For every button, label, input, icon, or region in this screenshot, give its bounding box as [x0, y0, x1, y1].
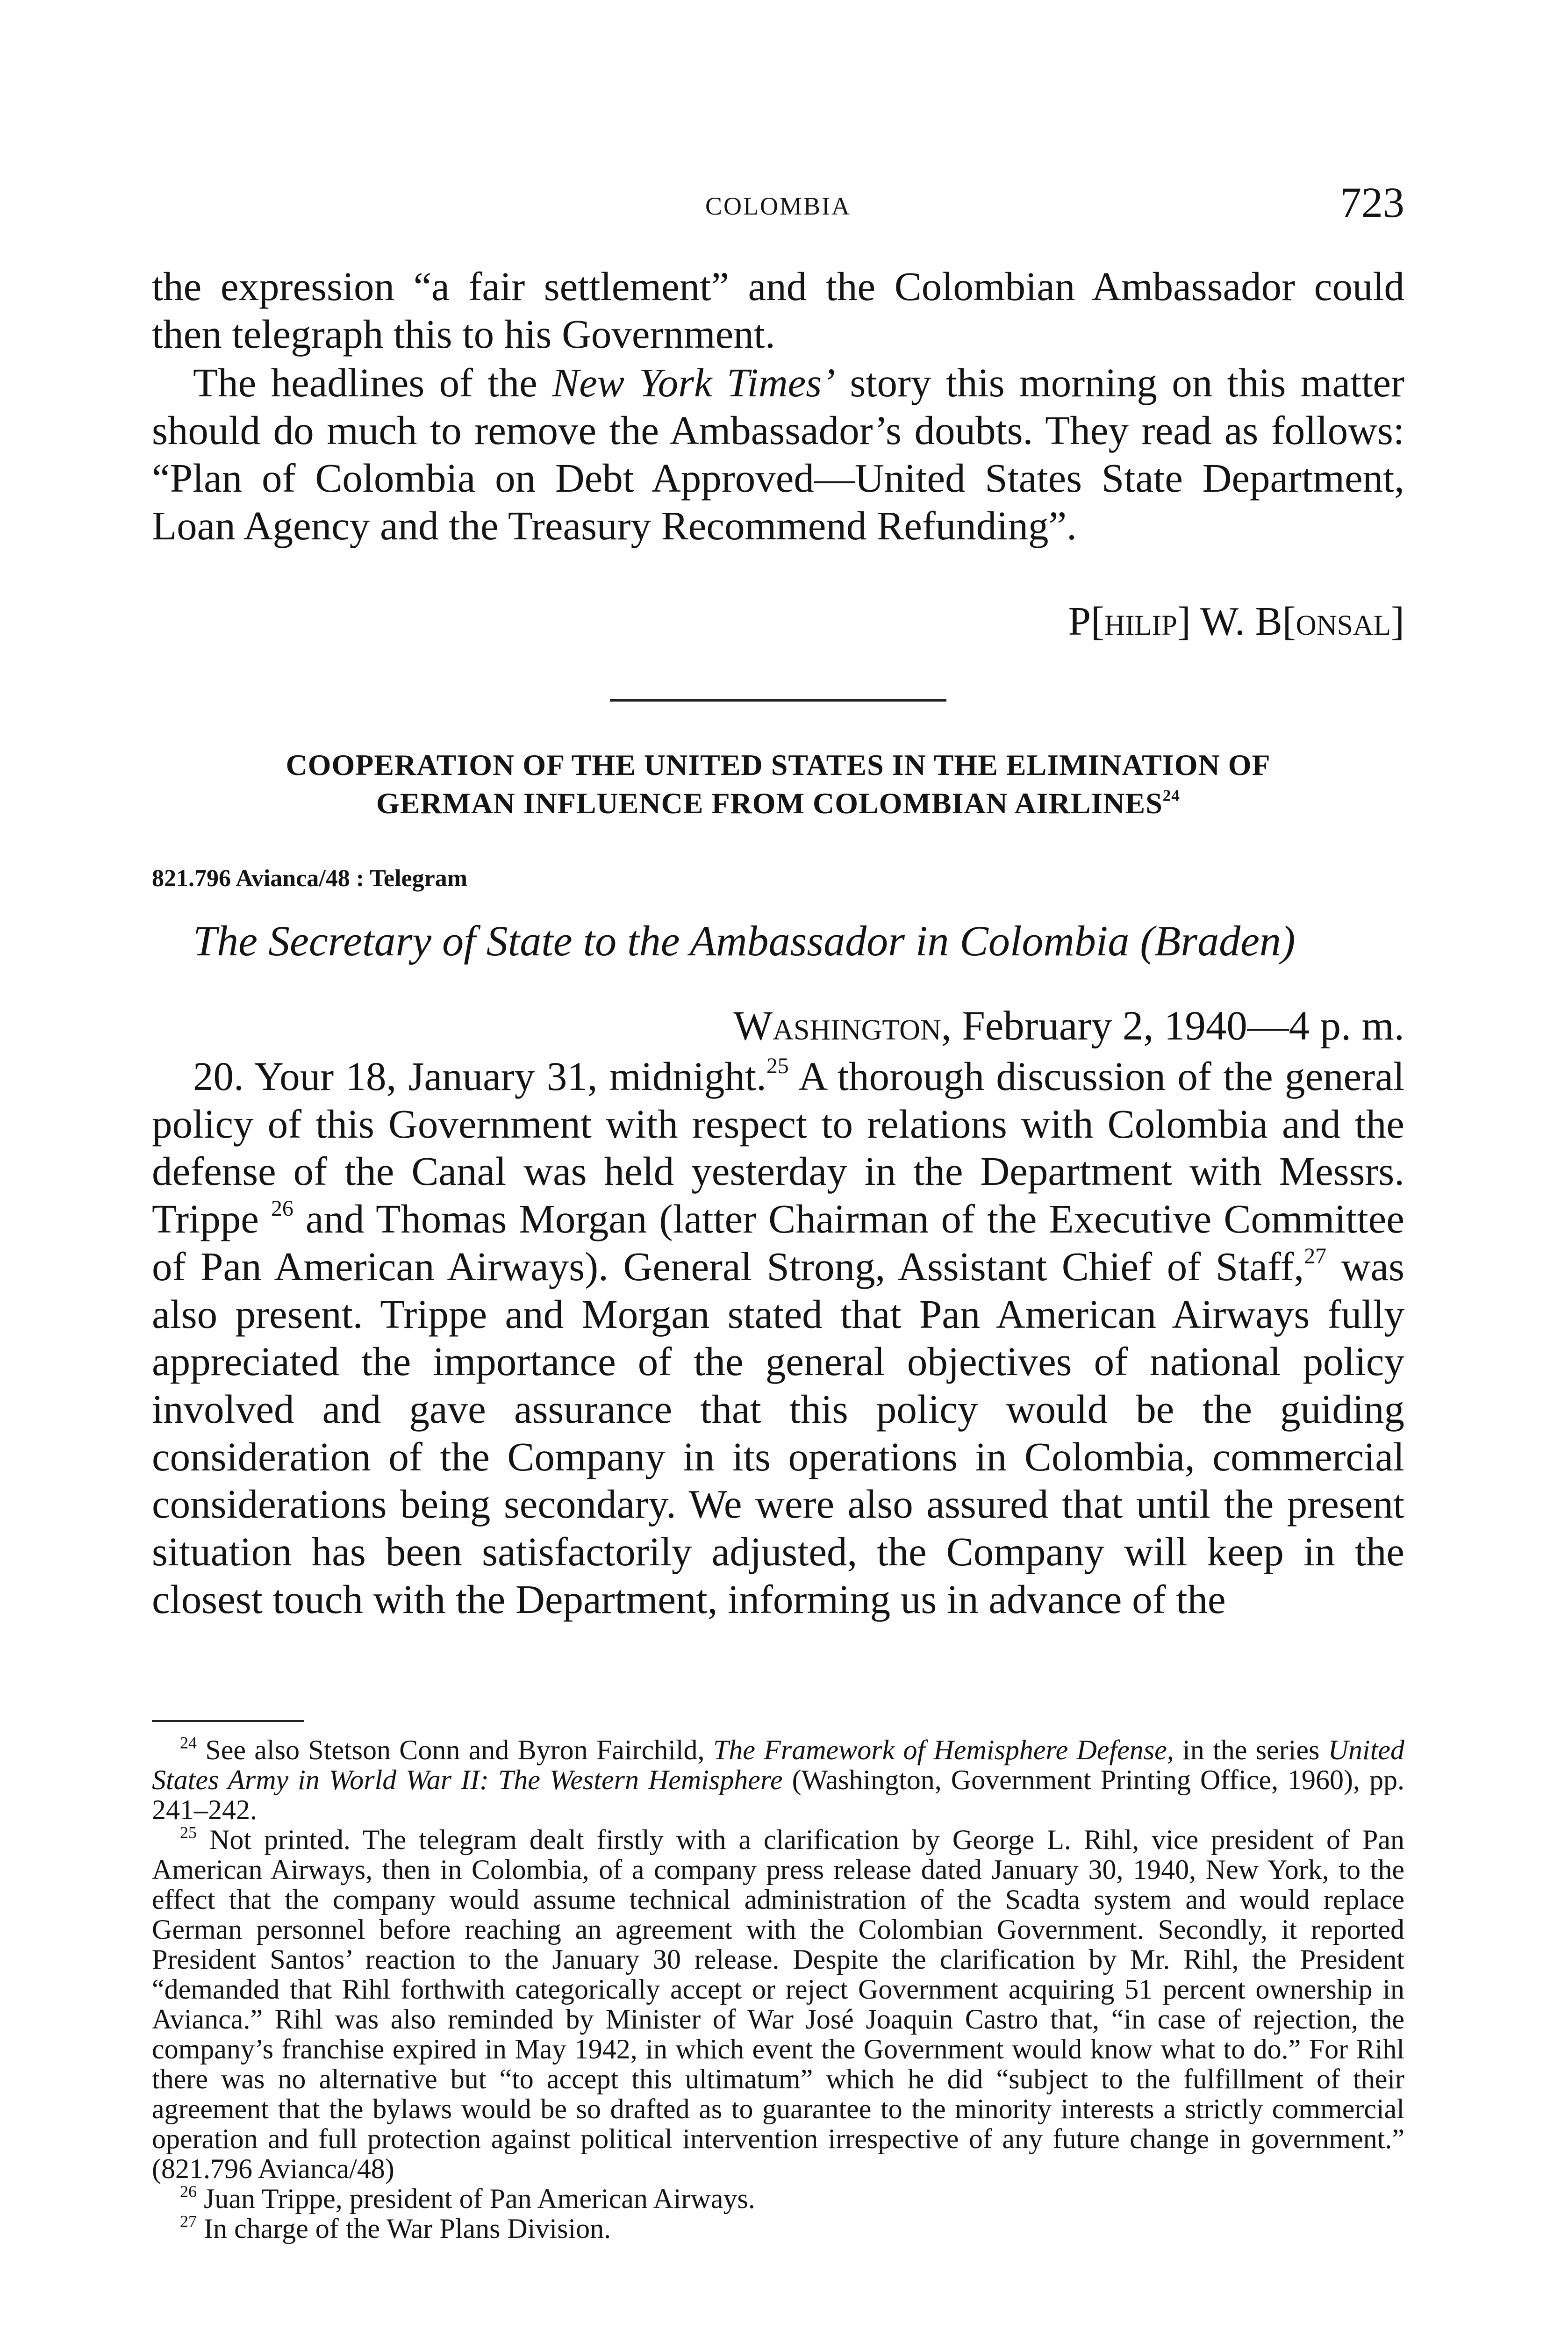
- section-divider: [610, 699, 946, 702]
- footnote-ref-24: 24: [1162, 786, 1180, 805]
- dateline: Washington, February 2, 1940—4 p. m.: [733, 1003, 1404, 1049]
- footnotes: [152, 1735, 1404, 2244]
- headline-paragraph: [152, 359, 1404, 550]
- footnote-divider: [152, 1720, 304, 1722]
- section-heading-line-2: GERMAN INFLUENCE FROM COLOMBIAN AIRLINES$^{24}$: [376, 786, 1180, 820]
- headline-text-end: story this morning on this matter should do much to remove the Ambassador’s doubts. They read as follows: “Plan of Colombia on Debt Approved—United States State Department, Loan Agency and the Treasury Recommend Refunding”.: [152, 360, 1404, 548]
- document-title: The Secretary of State to the Ambassador in Colombia (Braden): [193, 917, 1296, 965]
- headline-text-start: The headlines of the: [193, 360, 552, 405]
- newspaper-title: New York Times’: [552, 360, 836, 405]
- running-head: [152, 178, 1404, 234]
- running-title: COLOMBIA: [705, 192, 851, 220]
- footnote-ref-26: 26: [271, 1196, 294, 1221]
- footnote-ref-25: 25: [766, 1054, 789, 1079]
- file-reference: 821.796 Avianca/48 : Telegram: [152, 865, 468, 892]
- signature: P[hilip] W. B[onsal]: [1068, 598, 1404, 644]
- continuation-paragraph: the expression “a fair settlement” and the Colombian Ambassador could then telegraph this to his Government.: [152, 264, 1404, 357]
- section-heading: [152, 746, 1404, 823]
- footnote-ref-27: 27: [1304, 1243, 1327, 1269]
- footnote-26: $^{26}$ Juan Trippe, president of Pan American Airways.: [180, 2182, 755, 2214]
- footnote-27: $^{27}$ In charge of the War Plans Division.: [180, 2212, 611, 2244]
- telegram-body: 20. Your 18, January 31, midnight.$^{25}$ A thorough discussion of the general policy of this Government with respect to relations with Colombia and the defense of the Canal was held yesterday in the Department with Messrs. Trippe $^{26}$ and Thomas Morgan (latter Chairman of the Executive Committee of Pan American Airways). General Strong, Assistant Chief of Staff,$^{27}$ was also present. Trippe and Morgan stated that Pan American Airways fully appreciated the importance of the general objectives of national policy involved and gave assurance that this policy would be the guiding consideration of the Company in its operations in Colombia, commercial considerations being secondary. We were also assured that until the present situation has been satisfactorily adjusted, the Company will keep in the closest touch with the Department, informing us in advance of the: [152, 1054, 1405, 1622]
- footnote-24: $^{24}$ See also Stetson Conn and Byron Fairchild, The Framework of Hemisphere Defense, in the series United States Army in World War II: The Western Hemisphere (Washington, Government Printing Office, 1960), pp. 241–242.: [152, 1733, 1404, 1825]
- page-number: 723: [1340, 179, 1404, 226]
- section-heading-line-1: COOPERATION OF THE UNITED STATES IN THE ELIMINATION OF: [286, 748, 1271, 781]
- footnote-25: $^{25}$ Not printed. The telegram dealt firstly with a clarification by George L. Rihl, vice president of Pan American Airways, then in Colombia, of a company press release dated January 30, 1940, New York, to the effect that the company would assume technical administration of the Scadta system and would replace German personnel before reaching an agreement with the Colombian Government. Secondly, it reported President Santos’ reaction to the January 30 release. Despite the clarification by Mr. Rihl, the President “demanded that Rihl forthwith categorically accept or reject Government acquiring 51 percent ownership in Avianca.” Rihl was also reminded by Minister of War José Joaquin Castro that, “in case of rejection, the company’s franchise expired in May 1942, in which event the Government would know what to do.” For Rihl there was no alternative but “to accept this ultimatum” which he did “subject to the fulfillment of their agreement that the bylaws would be so drafted as to guarantee to the minority interests a strictly commercial operation and full protection against political intervention irrespective of any future change in government.” (821.796 Avianca/48): [152, 1823, 1405, 2184]
